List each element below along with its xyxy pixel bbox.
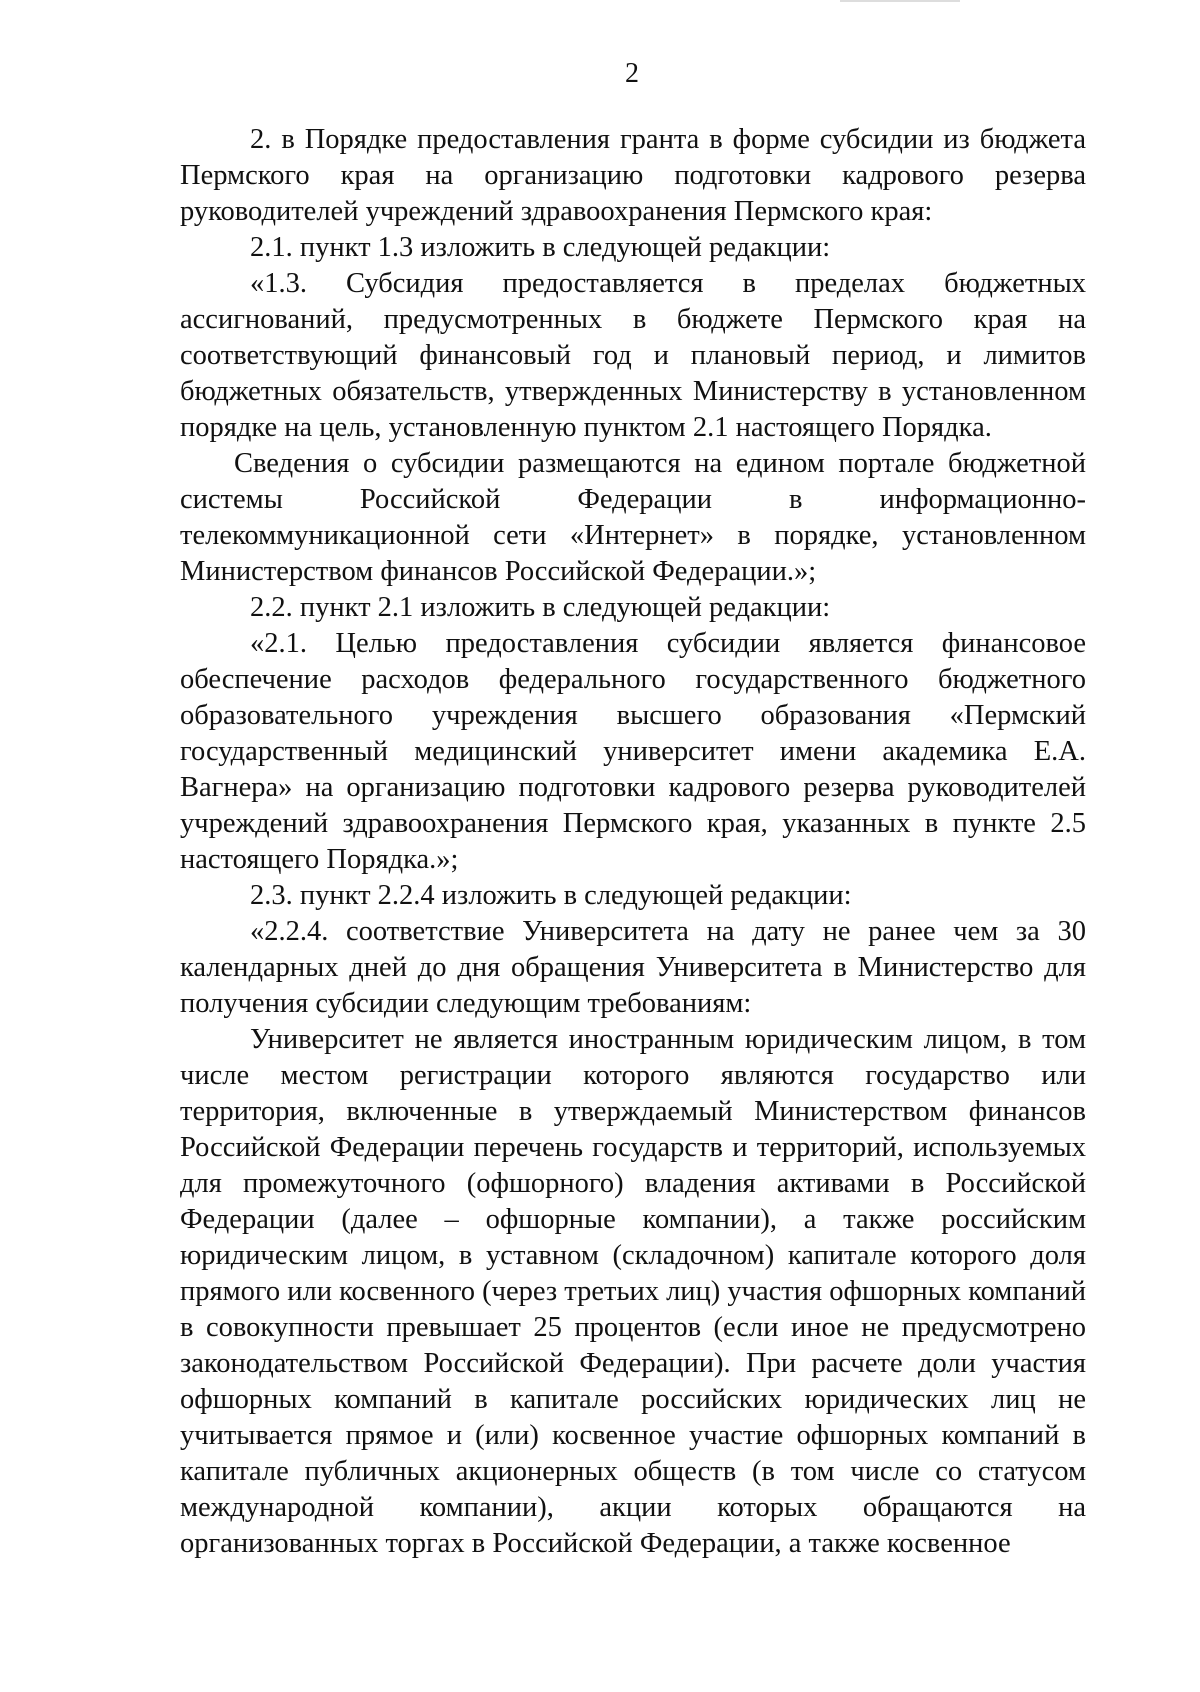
paragraph-quote-2-1: «2.1. Целью предоставления субсидии является финансовое обеспечение расходов федерального государственного бюджетного образовательного учреждения высшего образования «Пермский государственный медицинский университет имени академика Е.А. Вагнера» на организацию подготовки кадрового резерва руководителей учреждений здравоохранения Пермского края, указанных в пункте 2.5 настоящего Порядка.»; bbox=[180, 628, 1086, 875]
paragraph-item-2-2: 2.2. пункт 2.1 изложить в следующей редакции: bbox=[250, 592, 831, 623]
scan-edge-mark bbox=[840, 0, 960, 2]
paragraph-item-2: 2. в Порядке предоставления гранта в форме субсидии из бюджета Пермского края на организацию подготовки кадрового резерва руководителей учреждений здравоохранения Пермского края: bbox=[180, 124, 1086, 227]
paragraph-quote-2-2-4: «2.2.4. соответствие Университета на дату не ранее чем за 30 календарных дней до дня обращения Университета в Министерство для получения субсидии следующим требованиям: bbox=[180, 916, 1086, 1019]
paragraph-university-requirements: Университет не является иностранным юридическим лицом, в том числе местом регистрации которого являются государство или территория, включенные в утверждаемый Министерством финансов Российской Федерации перечень государств и территорий, используемых для промежуточного (офшорного) владения активами в Российской Федерации (далее – офшорные компании), а также российским юридическим лицом, в уставном (складочном) капитале которого доля прямого или косвенного (через третьих лиц) участия офшорных компаний в совокупности превышает 25 процентов (если иное не предусмотрено законодательством Российской Федерации). При расчете доли участия офшорных компаний в капитале российских юридических лиц не учитывается прямое и (или) косвенное участие офшорных компаний в капитале публичных акционерных обществ (в том числе со статусом международной компании), акции которых обращаются на организованных торгах в Российской Федерации, а также косвенное bbox=[180, 1024, 1086, 1559]
page-number: 2 bbox=[625, 58, 639, 89]
paragraph-svedeniya: Сведения о субсидии размещаются на едином портале бюджетной системы Российской Федерации в информационно-телекоммуникационной сети «Интернет» в порядке, установленном Министерством финансов Российской Федерации.»; bbox=[180, 448, 1086, 587]
paragraph-quote-1-3: «1.3. Субсидия предоставляется в пределах бюджетных ассигнований, предусмотренных в бюджете Пермского края на соответствующий финансовый год и плановый период, и лимитов бюджетных обязательств, утвержденных Министерству в установленном порядке на цель, установленную пунктом 2.1 настоящего Порядка. bbox=[180, 268, 1086, 443]
paragraph-item-2-3: 2.3. пункт 2.2.4 изложить в следующей редакции: bbox=[250, 880, 852, 911]
document-body bbox=[180, 122, 1086, 1562]
paragraph-item-2-1: 2.1. пункт 1.3 изложить в следующей редакции: bbox=[250, 232, 831, 263]
